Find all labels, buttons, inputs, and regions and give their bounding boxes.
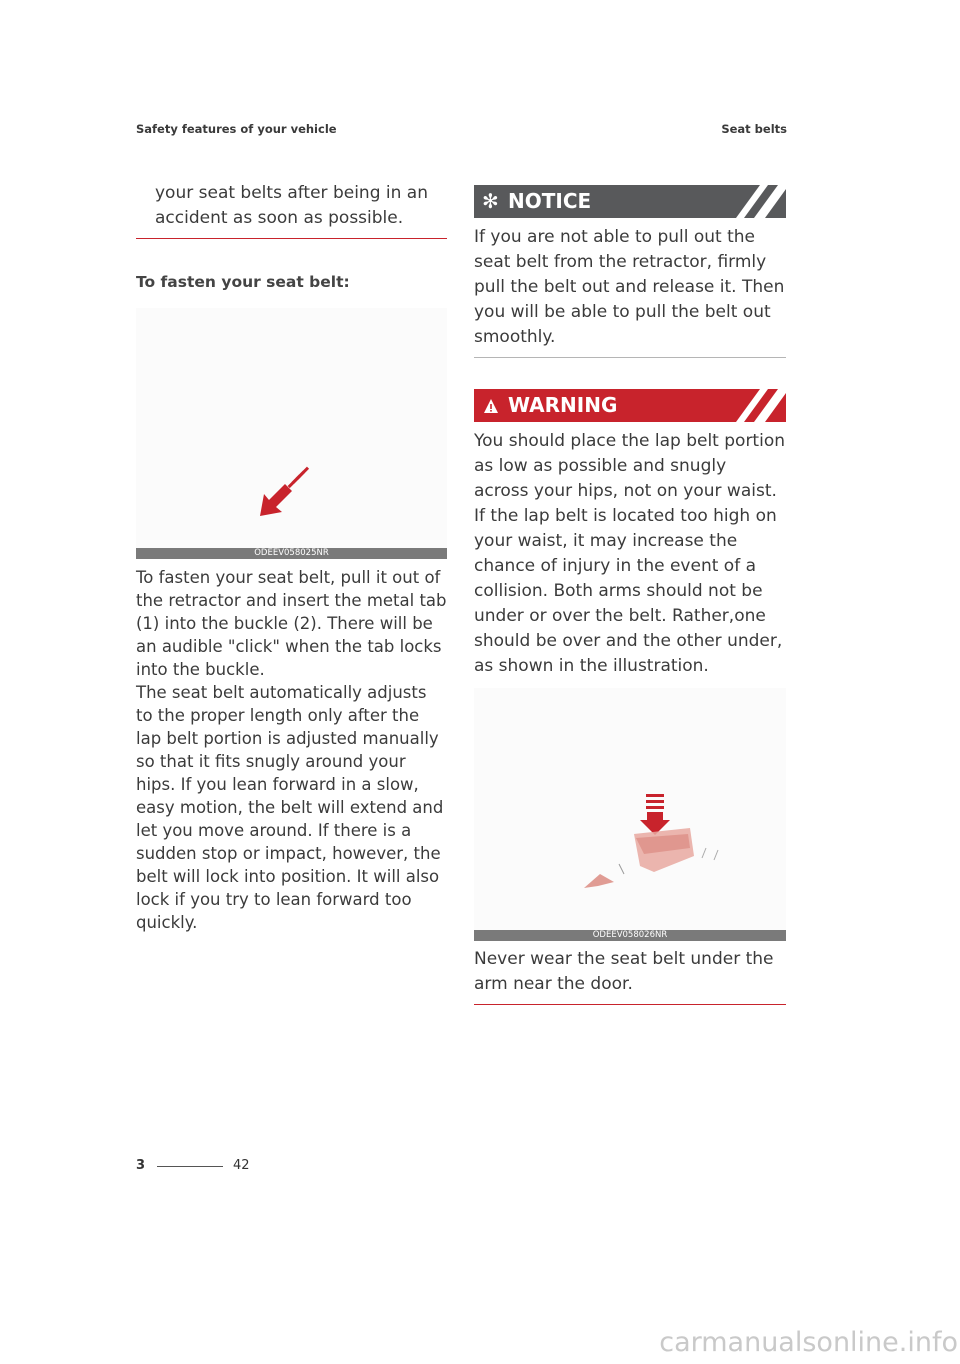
notice-banner	[474, 185, 786, 218]
section-title: Safety features of your vehicle	[136, 122, 337, 136]
figure-arm-position	[474, 688, 786, 930]
notice-title: NOTICE	[508, 189, 592, 213]
buckle-arrow-icon	[136, 308, 447, 548]
warning-title: WARNING	[508, 393, 618, 417]
divider	[474, 357, 786, 358]
watermark: carmanualsonline.info	[659, 1327, 958, 1358]
divider	[136, 238, 447, 239]
notice-text: If you are not able to pull out the seat belt from the retractor, firmly pull the belt out and release it. Then you will be able to pull the belt out smoothly.	[474, 227, 785, 347]
arm-position-illustration	[474, 688, 786, 930]
continued-text: your seat belts after being in an accident as soon as possible.	[155, 183, 428, 228]
chapter-number: 3	[136, 1158, 146, 1173]
divider	[474, 1004, 786, 1005]
topic-title: Seat belts	[721, 122, 787, 136]
never-text: Never wear the seat belt under the arm near the door.	[474, 949, 774, 994]
figure-seat-belt-buckle	[136, 308, 447, 548]
fasten-heading: To fasten your seat belt:	[136, 273, 350, 291]
figure-label: ODEEV058026NR	[474, 930, 786, 941]
fasten-instructions: To fasten your seat belt, pull it out of the retractor and insert the metal tab (1) into the buckle (2). There will be an audible "click" when the tab locks into the buckle. The seat belt automatically adjusts to the proper length only after the lap belt portion is adjusted manually so that it fits snugly around your hips. If you lean forward in a slow, easy motion, the belt will extend and let you move around. If there is a sudden stop or impact, however, the belt will lock into position. It will also lock if you try to lean forward too quickly.	[136, 568, 447, 932]
figure-label: ODEEV058025NR	[136, 548, 447, 559]
warning-banner	[474, 389, 786, 422]
warning-text: You should place the lap belt portion as low as possible and snugly across your hips, not on your waist. If the lap belt is located too high on your waist, it may increase the chance of injury in the event of a collision. Both arms should not be under or over the belt. Rather,one should be over and the other under, as shown in the illustration.	[474, 431, 785, 676]
asterisk-icon: ✻	[482, 189, 499, 213]
page-divider	[157, 1166, 223, 1167]
warning-triangle-icon	[483, 398, 499, 414]
page-number: 42	[233, 1158, 250, 1173]
